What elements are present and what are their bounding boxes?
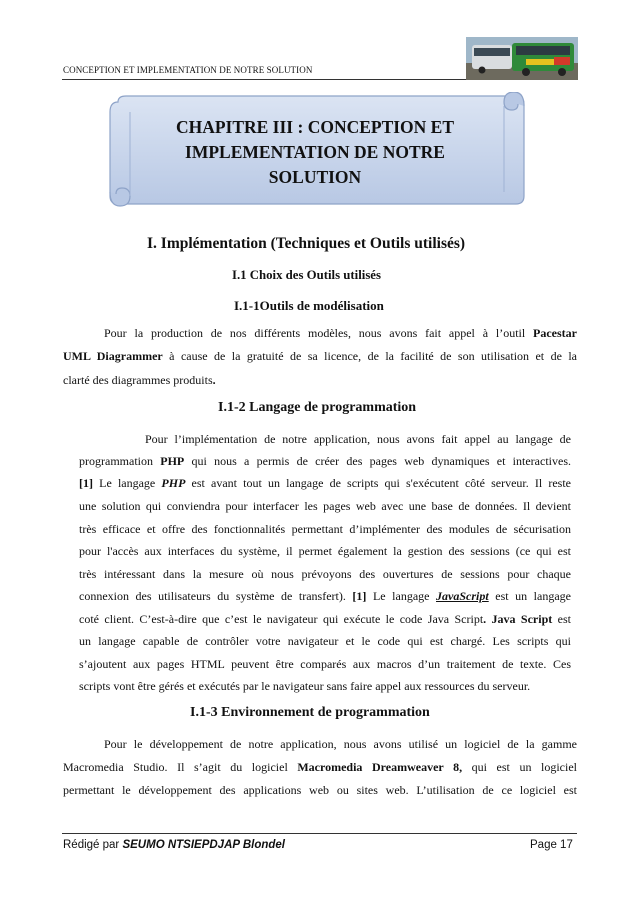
paragraph-line — [79, 612, 571, 626]
text-run: est avant tout un langage de scripts qui s'exécutent côté serveur. Il reste — [185, 476, 571, 490]
heading-langage-programmation: I.1-2 Langage de programmation — [218, 400, 417, 415]
text-run: Le langage — [366, 589, 437, 603]
banner-title-line-3: SOLUTION — [268, 167, 362, 187]
text-run-bold: . — [212, 373, 216, 387]
text-run: qui nous a permis de créer des pages web dynamiques et interactives. — [184, 454, 571, 468]
running-header: CONCEPTION ET IMPLEMENTATION DE NOTRE SOLUTION — [63, 65, 313, 75]
heading-environnement-programmation: I.1-3 Environnement de programmation — [190, 705, 430, 720]
paragraph-line — [63, 373, 216, 387]
paragraph-line: scripts vont être gérés et exécutés par le navigateur sans faire appel aux ressources du serveur. — [79, 679, 531, 693]
text-run-bold-italic: JavaScript — [436, 589, 489, 603]
footer-author — [63, 839, 285, 851]
text-run-bold: Macromedia Dreamweaver 8, — [297, 760, 463, 774]
heading-outils-modelisation: I.1-1Outils de modélisation — [234, 298, 384, 313]
paragraph-line: une solution qui conviendra pour interfacer les pages web avec une base de données. Il devient — [79, 499, 571, 513]
paragraph-line — [79, 476, 571, 490]
text-run-bold: Pacestar — [533, 326, 577, 340]
text-run: à cause de la gratuité de sa licence, de la facilité de son utilisation et de la — [162, 349, 577, 363]
paragraph-line — [63, 349, 577, 363]
paragraph-line: s’ajoutent aux pages HTML peuvent être comparés aux macros d’un traitement de texte. Ces — [79, 657, 571, 671]
footer-rule — [62, 833, 577, 834]
text-run: qui est un logiciel — [462, 760, 577, 774]
text-run-bold: PHP — [160, 454, 185, 468]
paragraph-line: très intéressant dans la mesure où nous prévoyons des ouvertures de sessions pour chaque — [79, 567, 571, 581]
text-run: est — [552, 612, 571, 626]
paragraph-line — [63, 760, 577, 774]
bus-image — [466, 37, 578, 80]
banner-title-line-2: IMPLEMENTATION DE NOTRE — [185, 142, 445, 162]
paragraph-line: pour l'accès aux interfaces du système, il permet également la gestion des sessions (ce qui est — [79, 544, 571, 558]
paragraph-line — [79, 589, 571, 603]
text-run: Pour la production de nos différents modèles, nous avons fait appel à l’outil — [104, 326, 534, 340]
text-run: clarté des diagrammes produits — [63, 373, 213, 387]
text-run: programmation — [79, 454, 161, 468]
heading-choix-outils: I.1 Choix des Outils utilisés — [232, 268, 381, 282]
text-run: connexion des utilisateurs du système de transfert). — [79, 589, 353, 603]
paragraph-line: Pour le développement de notre application, nous avons utilisé un logiciel de la gamme — [104, 737, 577, 751]
paragraph-line — [79, 454, 571, 468]
text-run-bold: . Java Script — [483, 612, 553, 626]
paragraph-line — [104, 326, 577, 340]
text-run-bold-italic: PHP — [161, 476, 186, 490]
text-run-bold: UML Diagrammer — [63, 349, 163, 363]
text-run: Macromedia Studio. Il s’agit du logiciel — [63, 760, 298, 774]
footer-author-name: SEUMO NTSIEPDJAP Blondel — [122, 839, 285, 851]
text-run: Le langage — [93, 476, 162, 490]
footer-prefix: Rédigé par — [63, 839, 123, 851]
heading-implementation: I. Implémentation (Techniques et Outils utilisés) — [147, 235, 466, 252]
paragraph-line: Pour l’implémentation de notre application, nous avons fait appel au langage de — [145, 432, 571, 446]
page-number: Page 17 — [530, 839, 573, 851]
paragraph-line: très efficace et offre des fonctionnalités permettant d’implémenter des modules de sécurisation — [79, 522, 571, 536]
text-run-bold: [1] — [79, 476, 93, 490]
text-run: est un langage — [488, 589, 571, 603]
paragraph-line: permettant le développement des applications web ou sites web. L’utilisation de ce logiciel est — [63, 783, 577, 797]
text-run-bold: [1] — [352, 589, 367, 603]
banner-title-line-1: CHAPITRE III : CONCEPTION ET — [175, 117, 455, 137]
paragraph-line: un langage capable de contrôler votre navigateur et le code qui est chargé. Les scripts qui — [79, 634, 571, 648]
text-run: coté client. C’est-à-dire que c’est le navigateur qui exécute le code Java Script — [79, 612, 484, 626]
